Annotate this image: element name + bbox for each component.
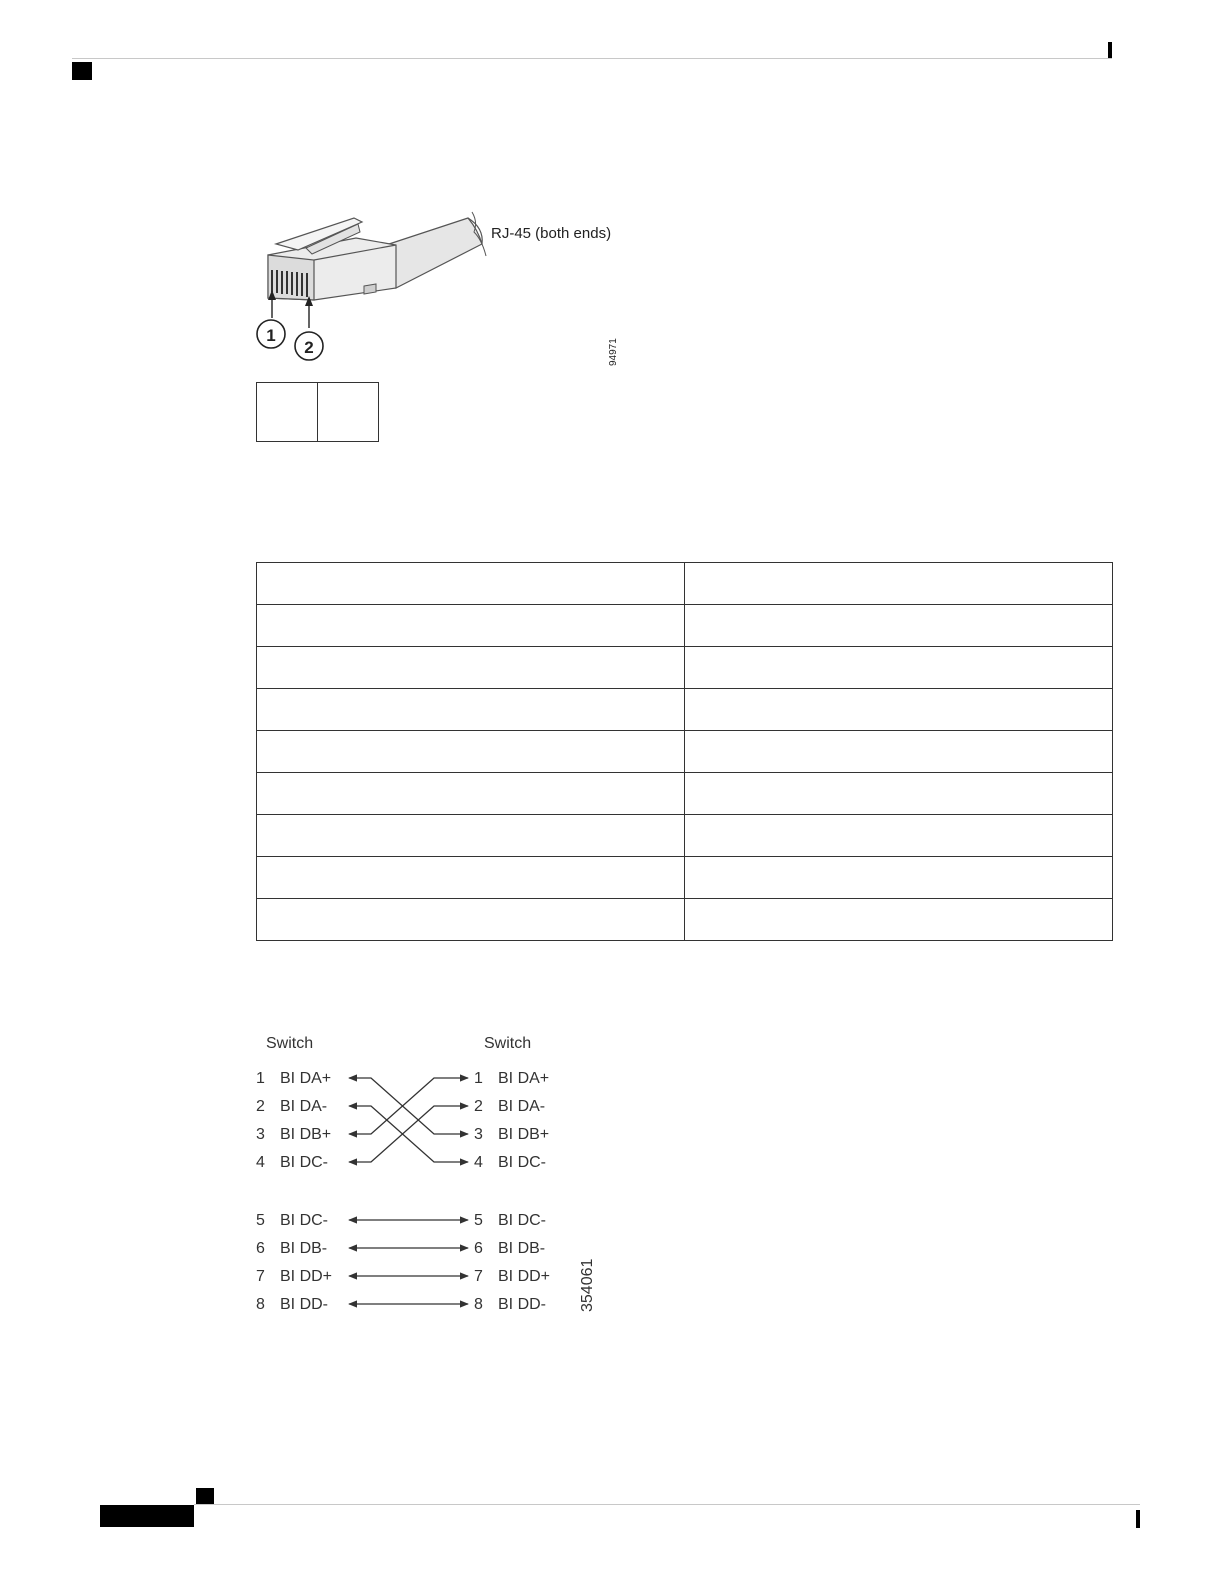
table-cell — [685, 773, 1113, 815]
table-cell — [257, 647, 685, 689]
figure-id: 94971 — [608, 338, 619, 366]
table-cell — [685, 899, 1113, 941]
right-pin-label: BI DC- — [498, 1212, 546, 1229]
left-pin-label: BI DA+ — [280, 1070, 332, 1087]
right-pin-label: BI DA+ — [498, 1070, 550, 1087]
left-pin-label: BI DA- — [280, 1098, 328, 1115]
right-pin-number: 5 — [474, 1212, 483, 1229]
footer-rule — [194, 1504, 1140, 1505]
table-row — [257, 899, 1113, 941]
table-cell — [257, 605, 685, 647]
left-pin-number: 7 — [256, 1268, 265, 1285]
right-pin-number: 4 — [474, 1154, 483, 1171]
table-cell — [685, 731, 1113, 773]
left-pin-label: BI DD- — [280, 1296, 328, 1313]
diagram-figure-id: 354061 — [579, 1258, 596, 1312]
table-header-cell — [257, 563, 685, 605]
right-pin-number: 2 — [474, 1098, 483, 1115]
table-cell — [685, 689, 1113, 731]
table-cell — [685, 857, 1113, 899]
table-row — [257, 773, 1113, 815]
table-cell — [257, 857, 685, 899]
table-cell — [257, 731, 685, 773]
left-pin-number: 2 — [256, 1098, 265, 1115]
left-pin-number: 3 — [256, 1126, 265, 1143]
right-pin-number: 1 — [474, 1070, 483, 1087]
table-row — [257, 857, 1113, 899]
rj45-connector-figure — [246, 200, 646, 380]
table-cell — [257, 773, 685, 815]
left-pin-number: 1 — [256, 1070, 265, 1087]
table-cell — [685, 815, 1113, 857]
table-row — [257, 647, 1113, 689]
rj45-label: RJ-45 (both ends) — [491, 225, 612, 242]
table-row — [257, 815, 1113, 857]
callout-table — [256, 382, 379, 442]
right-pin-number: 7 — [474, 1268, 483, 1285]
right-pin-label: BI DA- — [498, 1098, 546, 1115]
table-cell — [257, 815, 685, 857]
table-header-row — [257, 563, 1113, 605]
left-pin-label: BI DC- — [280, 1212, 328, 1229]
left-pin-number: 8 — [256, 1296, 265, 1313]
table-cell — [257, 899, 685, 941]
left-pin-label: BI DD+ — [280, 1268, 333, 1285]
right-pin-label: BI DB+ — [498, 1126, 550, 1143]
right-pin-number: 6 — [474, 1240, 483, 1257]
right-pin-number: 3 — [474, 1126, 483, 1143]
table-cell — [685, 605, 1113, 647]
table-cell — [685, 647, 1113, 689]
left-pin-label: BI DB+ — [280, 1126, 332, 1143]
callout-2: 2 — [304, 338, 314, 357]
left-pin-number: 6 — [256, 1240, 265, 1257]
right-pin-label: BI DC- — [498, 1154, 546, 1171]
left-switch-header: Switch — [266, 1035, 314, 1052]
table-row — [257, 689, 1113, 731]
table-row — [257, 383, 379, 442]
table-header-cell — [685, 563, 1113, 605]
right-switch-header: Switch — [484, 1035, 532, 1052]
right-pin-label: BI DB- — [498, 1240, 546, 1257]
crossover-wiring-diagram — [246, 1028, 626, 1318]
left-pin-label: BI DB- — [280, 1240, 328, 1257]
pinout-table — [256, 562, 1113, 941]
table-cell — [318, 383, 379, 442]
header-rule — [72, 58, 1112, 59]
callout-1: 1 — [266, 326, 276, 345]
left-pin-label: BI DC- — [280, 1154, 328, 1171]
table-row — [257, 731, 1113, 773]
footer-page-tab — [100, 1505, 194, 1527]
right-pin-number: 8 — [474, 1296, 483, 1313]
table-cell — [257, 689, 685, 731]
table-cell — [257, 383, 318, 442]
left-pin-number: 5 — [256, 1212, 265, 1229]
footer-marker — [196, 1488, 214, 1504]
right-pin-label: BI DD- — [498, 1296, 546, 1313]
header-marker — [72, 62, 92, 80]
right-pin-label: BI DD+ — [498, 1268, 551, 1285]
table-row — [257, 605, 1113, 647]
left-pin-number: 4 — [256, 1154, 265, 1171]
footer-tick — [1136, 1510, 1140, 1528]
header-tick — [1108, 42, 1112, 58]
